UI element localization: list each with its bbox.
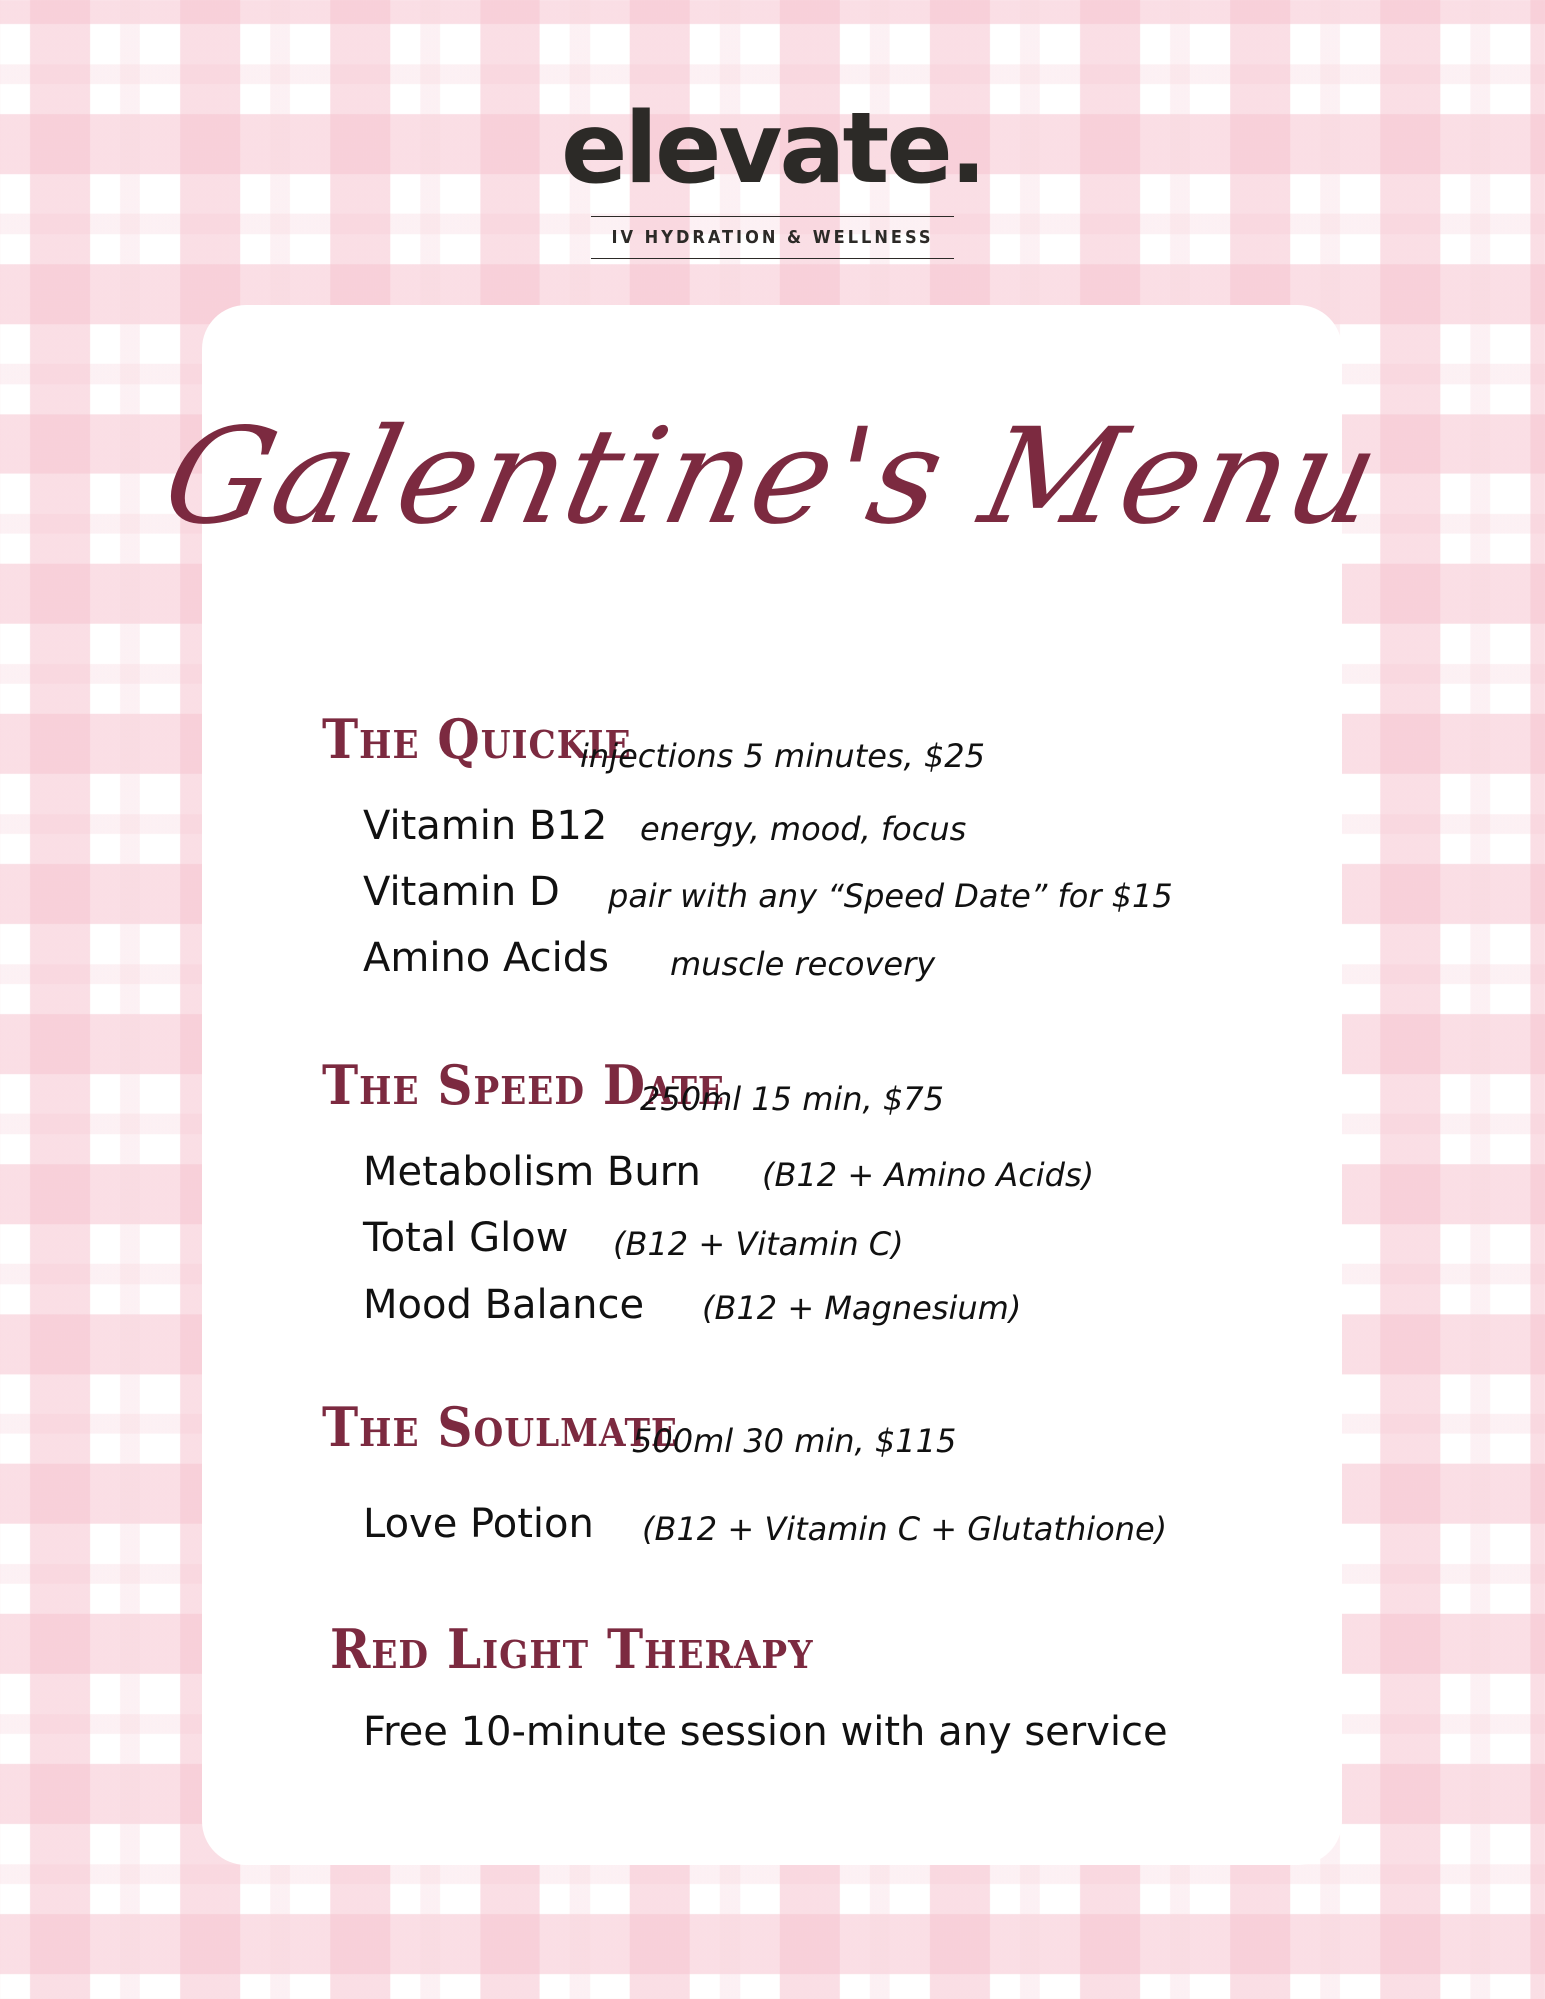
brand-logo: elevate. — [560, 92, 985, 206]
menu-item-desc: (B12 + Magnesium) — [702, 1289, 1022, 1327]
menu-item-name: Free 10-minute session with any service — [363, 1709, 1168, 1755]
menu-item-name: Vitamin D — [363, 869, 560, 915]
section-title-speed-date: The Speed Date — [322, 1053, 725, 1117]
section-note-quickie: injections 5 minutes, $25 — [580, 737, 985, 775]
brand-tagline: IV HYDRATION & WELLNESS — [591, 216, 953, 259]
section-note-soulmate: 500ml 30 min, $115 — [632, 1422, 957, 1460]
menu-item-desc: (B12 + Amino Acids) — [762, 1156, 1095, 1194]
section-note-speed-date: 250ml 15 min, $75 — [640, 1080, 944, 1118]
menu-item-name: Mood Balance — [363, 1282, 645, 1328]
menu-item-desc: muscle recovery — [670, 945, 936, 983]
menu-item-desc: (B12 + Vitamin C) — [613, 1225, 904, 1263]
menu-item-desc: (B12 + Vitamin C + Glutathione) — [642, 1510, 1168, 1548]
menu-item-name: Love Potion — [363, 1501, 594, 1547]
section-title-red-light-therapy: Red Light Therapy — [330, 1617, 814, 1681]
menu-item-desc: energy, mood, focus — [640, 810, 967, 848]
section-title-soulmate: The Soulmate — [322, 1395, 678, 1459]
section-title-quickie: The Quickie — [322, 707, 632, 771]
menu-item-name: Total Glow — [363, 1215, 569, 1261]
brand-header — [0, 92, 1545, 259]
menu-title: Galentine's Menu — [151, 400, 1394, 554]
menu-item-name: Metabolism Burn — [363, 1149, 701, 1195]
menu-item-desc: pair with any “Speed Date” for $15 — [608, 877, 1173, 915]
menu-item-name: Vitamin B12 — [363, 803, 608, 849]
menu-item-name: Amino Acids — [363, 935, 609, 981]
